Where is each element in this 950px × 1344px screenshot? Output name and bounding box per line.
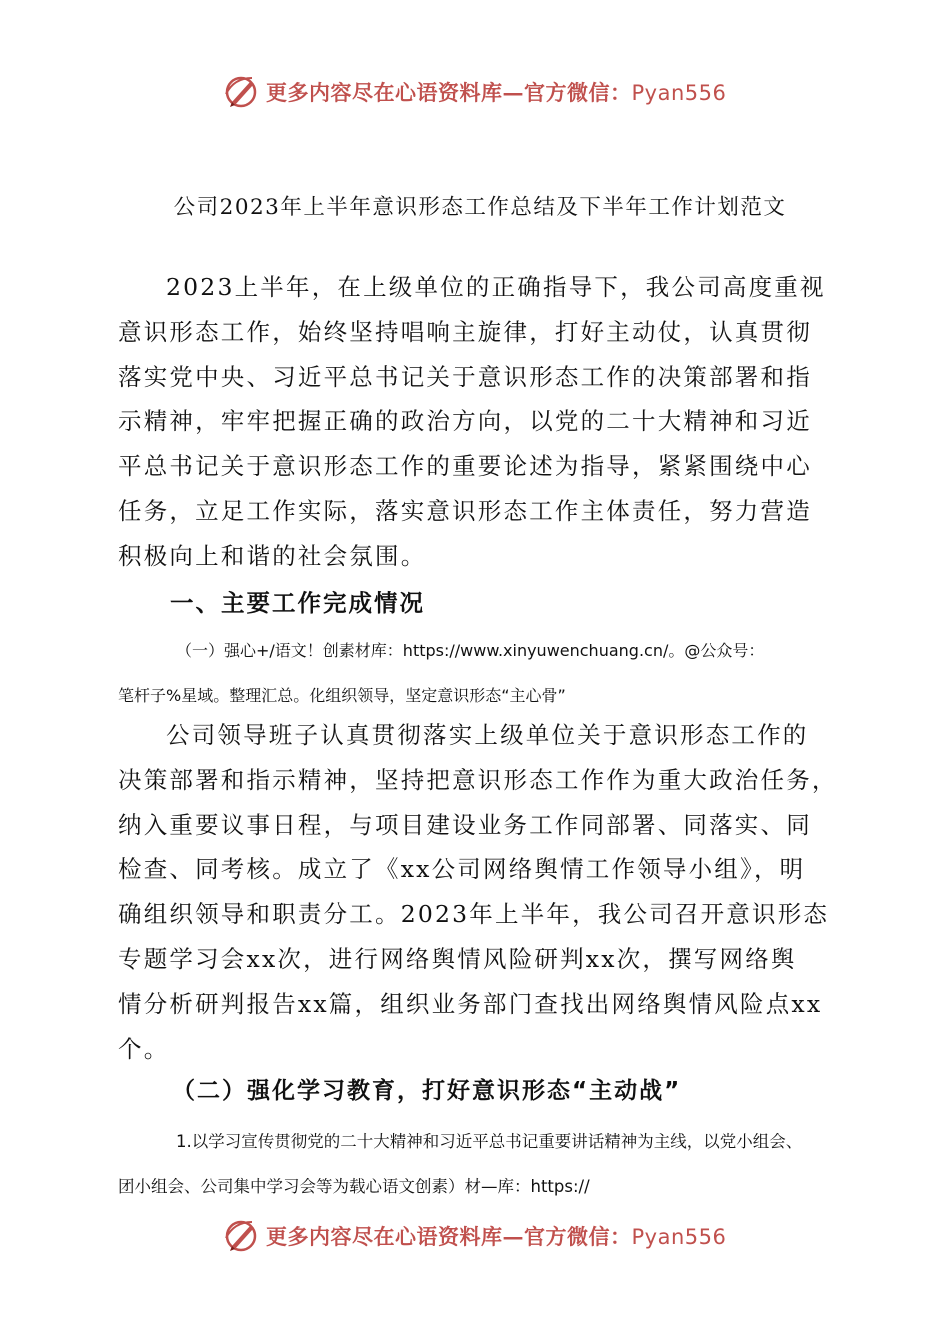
document-title: 公司2023年上半年意识形态工作总结及下半年工作计划范文 — [173, 195, 787, 220]
bullet-line: 团小组会、公司集中学习会等为载心语文创素）材—库：https:// — [118, 1177, 590, 1196]
text-line: 检查、同考核。成立了《xx公司网络舆情工作领导小组》，明 — [118, 855, 806, 884]
text-line: 公司领导班子认真贯彻落实上级单位关于意识形态工作的 — [166, 721, 809, 749]
text-line: 落实党中央、习近平总书记关于意识形态工作的决策部署和指 — [118, 362, 812, 391]
text-line: 情分析研判报告xx篇，组织业务部门查找出网络舆情风险点xx — [118, 989, 823, 1018]
watermark-text: 更多内容尽在心语资料库—官方微信：Pyan556 — [266, 1224, 727, 1249]
subsection-line: 笔杆子%星域。整理汇总。化组织领导，坚定意识形态“主心骨” — [118, 686, 566, 705]
text-line: 决策部署和指示精神，坚持把意识形态工作作为重大政治任务， — [118, 765, 838, 794]
watermark-text: 更多内容尽在心语资料库—官方微信：Pyan556 — [266, 80, 727, 105]
text-line: 示精神，牢牢把握正确的政治方向，以党的二十大精神和习近 — [118, 407, 812, 436]
subsection-heading: （二）强化学习教育，打好意识形态“主动战” — [172, 1078, 682, 1104]
bullet-line: 1.以学习宣传贯彻党的二十大精神和习近平总书记重要讲话精神为主线，以党小组会、 — [176, 1132, 803, 1151]
subsection-line: （一）强心+/语文！创素材库：https://www.xinyuwenchuang.cn/。@公众号： — [176, 641, 765, 660]
text-line: 平总书记关于意识形态工作的重要论述为指导，紧紧围绕中心 — [118, 452, 812, 481]
text-line: 积极向上和谐的社会氛围。 — [118, 541, 427, 570]
intro-paragraph — [118, 265, 838, 579]
text-line: 意识形态工作，始终坚持唱响主旋律，打好主动仗，认真贯彻 — [118, 317, 812, 346]
header-watermark — [222, 72, 726, 112]
text-line: 任务，立足工作实际，落实意识形态工作主体责任，努力营造 — [118, 496, 812, 525]
footer-watermark — [222, 1216, 726, 1256]
pen-logo-icon — [222, 1216, 262, 1256]
text-line: 个。 — [118, 1034, 170, 1063]
text-line: 确组织领导和职责分工。2023年上半年，我公司召开意识形态 — [118, 900, 830, 929]
pen-logo-icon — [222, 72, 262, 112]
text-line: 专题学习会xx次，进行网络舆情风险研判xx次，撰写网络舆 — [118, 944, 797, 973]
section-heading: 一、主要工作完成情况 — [170, 589, 425, 617]
body-paragraph — [118, 713, 838, 1071]
text-line: 纳入重要议事日程，与项目建设业务工作同部署、同落实、同 — [118, 810, 812, 839]
text-line: 2023上半年，在上级单位的正确指导下，我公司高度重视 — [166, 273, 826, 301]
